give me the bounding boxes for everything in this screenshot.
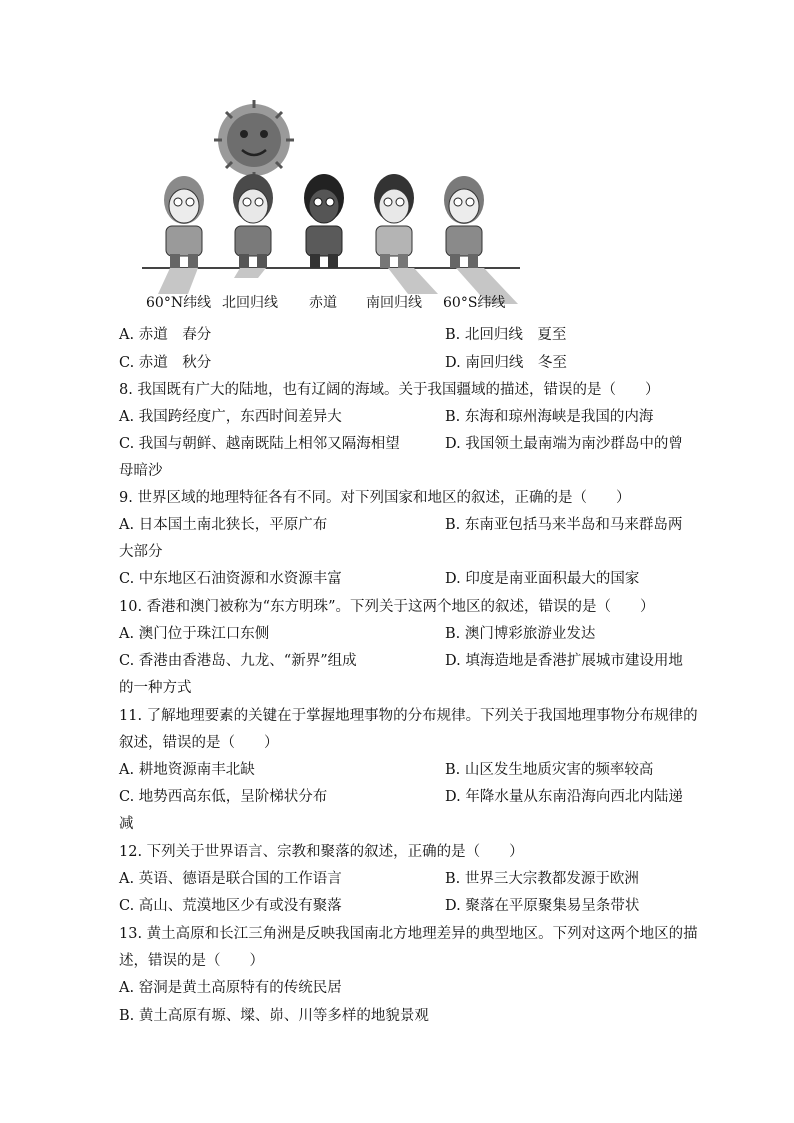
- person-equator: [304, 174, 344, 268]
- q13-stem-line1: 13. 黄土高原和长江三角洲是反映我国南北方地理差异的典型地区。下列对这两个地区的描: [119, 926, 698, 942]
- q13-option-b: B. 黄土高原有塬、墚、峁、川等多样的地貌景观: [119, 1008, 429, 1024]
- figure-label-tropic-of-cancer: 北回归线: [222, 295, 278, 311]
- q7-option-c: C. 赤道 秋分: [119, 355, 212, 371]
- q13-stem-line2: 述，错误的是（ ）: [119, 953, 264, 969]
- q12-option-c: C. 高山、荒漠地区少有或没有聚落: [119, 898, 342, 914]
- q11-option-d: D. 年降水量从东南沿海向西北内陆递: [445, 789, 683, 805]
- q9-option-d: D. 印度是南亚面积最大的国家: [445, 571, 640, 587]
- q9-stem: 9. 世界区域的地理特征各有不同。对下列国家和地区的叙述，正确的是（ ）: [119, 490, 631, 506]
- q12-option-b: B. 世界三大宗教都发源于欧洲: [445, 871, 639, 887]
- q11-stem-line1: 11. 了解地理要素的关键在于掌握地理事物的分布规律。下列关于我国地理事物分布规律的: [119, 708, 698, 724]
- q11-stem-line2: 叙述，错误的是（ ）: [119, 735, 279, 751]
- q11-option-b: B. 山区发生地质灾害的频率较高: [445, 762, 654, 778]
- person-tropic-of-cancer: [233, 174, 273, 268]
- q9-option-a: A. 日本国土南北狭长，平原广布: [119, 517, 328, 533]
- q12-stem: 12. 下列关于世界语言、宗教和聚落的叙述，正确的是（ ）: [119, 844, 524, 860]
- q12-option-a: A. 英语、德语是联合国的工作语言: [119, 871, 342, 887]
- sun-shadow-illustration: [138, 98, 530, 316]
- q7-option-a: A. 赤道 春分: [119, 327, 212, 343]
- q9-option-c: C. 中东地区石油资源和水资源丰富: [119, 571, 342, 587]
- person-60s: [444, 176, 484, 268]
- q9-option-b-continued: 大部分: [119, 544, 163, 560]
- q10-stem: 10. 香港和澳门被称为“东方明珠”。下列关于这两个地区的叙述，错误的是（ ）: [119, 599, 655, 615]
- q8-option-a: A. 我国跨经度广，东西时间差异大: [119, 409, 342, 425]
- figure-label-tropic-of-capricorn: 南回归线: [366, 295, 422, 311]
- q8-stem: 8. 我国既有广大的陆地，也有辽阔的海域。关于我国疆域的描述，错误的是（ ）: [119, 382, 660, 398]
- q11-option-d-continued: 减: [119, 816, 134, 832]
- q10-option-a: A. 澳门位于珠江口东侧: [119, 626, 270, 642]
- q8-option-c: C. 我国与朝鲜、越南既陆上相邻又隔海相望: [119, 436, 400, 452]
- q7-option-b: B. 北回归线 夏至: [445, 327, 567, 343]
- q10-option-d-continued: 的一种方式: [119, 680, 192, 696]
- q10-option-b: B. 澳门博彩旅游业发达: [445, 626, 596, 642]
- q11-option-a: A. 耕地资源南丰北缺: [119, 762, 255, 778]
- q11-option-c: C. 地势西高东低，呈阶梯状分布: [119, 789, 328, 805]
- q13-option-a: A. 窑洞是黄土高原特有的传统民居: [119, 980, 342, 996]
- person-tropic-of-capricorn: [374, 174, 414, 268]
- q7-option-d: D. 南回归线 冬至: [445, 355, 567, 371]
- figure-label-equator: 赤道: [309, 295, 337, 311]
- q12-option-d: D. 聚落在平原聚集易呈条带状: [445, 898, 640, 914]
- person-60n: [164, 176, 204, 268]
- sun-shadow-figure: [138, 98, 530, 316]
- q8-option-d-continued: 母暗沙: [119, 463, 163, 479]
- q10-option-c: C. 香港由香港岛、九龙、“新界”组成: [119, 653, 357, 669]
- sun-icon: [214, 100, 294, 180]
- q8-option-d: D. 我国领土最南端为南沙群岛中的曾: [445, 436, 683, 452]
- q9-option-b: B. 东南亚包括马来半岛和马来群岛两: [445, 517, 683, 533]
- figure-label-60n: 60°N纬线: [146, 295, 212, 311]
- q8-option-b: B. 东海和琼州海峡是我国的内海: [445, 409, 654, 425]
- q10-option-d: D. 填海造地是香港扩展城市建设用地: [445, 653, 683, 669]
- figure-label-60s: 60°S纬线: [443, 295, 506, 311]
